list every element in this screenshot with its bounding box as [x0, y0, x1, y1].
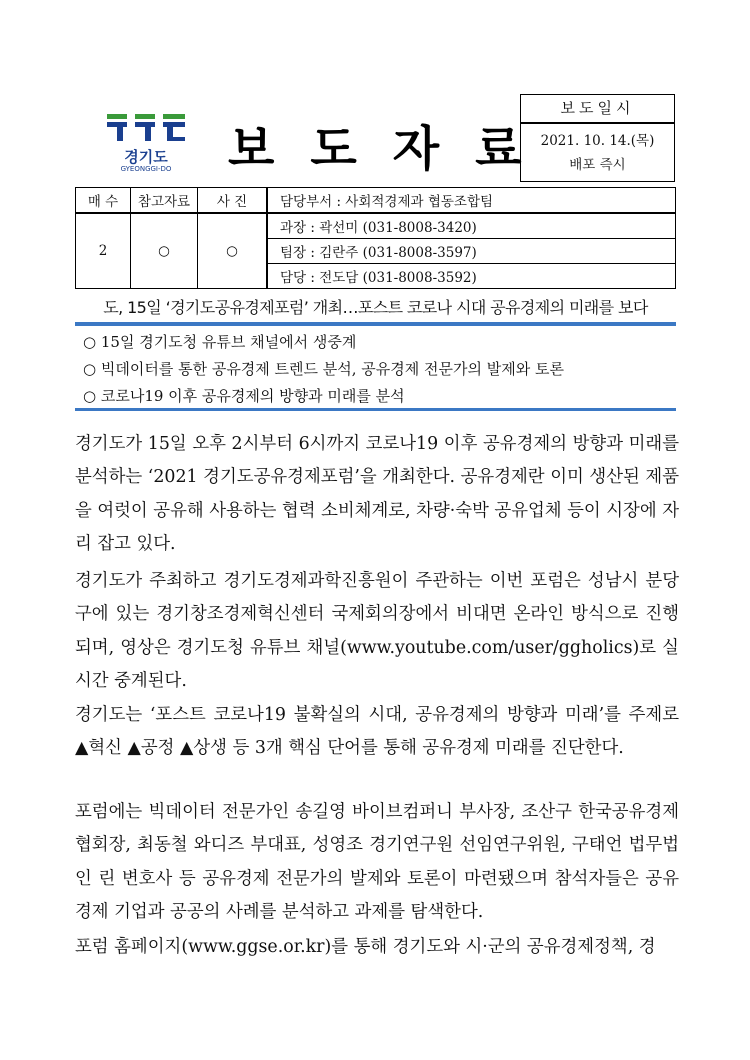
header-photos: 사 진 [198, 188, 268, 214]
release-date: 2021. 10. 14.(목) [540, 133, 655, 149]
header-attachments: 참고자료 [131, 188, 198, 214]
divider-bottom [75, 408, 676, 411]
contact-person: 담당 : 전도담 (031-8008-3592) [267, 264, 676, 289]
body-paragraph: 경기도는 ‘포스트 코로나19 불확실의 시대, 공유경제의 방향과 미래’를 주제로 ▲혁신 ▲공정 ▲상생 등 3개 핵심 단어를 통해 공유경제 미래를 진단한다. [75, 705, 679, 759]
divider-top [75, 322, 676, 326]
value-pages: 2 [76, 213, 131, 289]
summary-bullet: ○ 빅데이터를 통한 공유경제 트렌드 분석, 공유경제 전문가의 발제와 토론 [83, 360, 564, 378]
body-paragraph: 포럼 홈페이지(www.ggse.or.kr)를 통해 경기도와 시·군의 공유경제정책, 경 [75, 937, 656, 957]
summary-bullet: ○ 15일 경기도청 유튜브 채널에서 생중계 [83, 333, 357, 351]
logo-name-korean: 경기도 [124, 148, 168, 166]
summary-bullet: ○ 코로나19 이후 공유경제의 방향과 미래를 분석 [83, 387, 405, 405]
body-paragraph: 경기도가 주최하고 경기도경제과학진흥원이 주관하는 이번 포럼은 성남시 분당구에 있는 경기창조경제혁신센터 국제회의장에서 비대면 온라인 방식으로 진행되며, 영상은 경기도청 유튜브 채널(www.youtube.com/user/ggholics)로 실시간 중계된다. [75, 571, 679, 692]
contact-person: 팀장 : 김란주 (031-8008-3597) [267, 239, 676, 264]
body-paragraph: 포럼에는 빅데이터 전문가인 송길영 바이브컴퍼니 부사장, 조산구 한국공유경제협회장, 최동철 와디즈 부대표, 성영조 경기연구원 선임연구위원, 구태언 법무법인 린 변호사 등 공유경제 전문가의 발제와 토론이 마련됐으며 참석자들은 공유경제 기업과 공공의 사례를 분석하고 과제를 탐색한다. [75, 802, 679, 923]
logo-name-english: GYEONGGI-DO [120, 165, 172, 173]
release-note: 배포 즉시 [569, 157, 626, 173]
headline: 도, 15일 ‘경기도공유경제포럼’ 개최…포스트 코로나 시대 공유경제의 미래를 보다 [103, 298, 648, 317]
value-attachments: ○ [131, 213, 198, 289]
release-heading: 보도일시 [521, 95, 674, 124]
page-title: 보도자료 [228, 121, 558, 177]
contact-person: 과장 : 곽선미 (031-8008-3420) [267, 213, 676, 239]
value-photos: ○ [198, 213, 268, 289]
release-info-box [520, 94, 675, 182]
header-pages: 매 수 [76, 188, 131, 214]
body-paragraph: 경기도가 15일 오후 2시부터 6시까지 코로나19 이후 공유경제의 방향과 미래를 분석하는 ‘2021 경기도공유경제포럼’을 개최한다. 공유경제란 이미 생산된 제품을 여럿이 공유해 사용하는 협력 소비체계로, 차량·숙박 공유업체 등이 시장에 자리 잡고 있다. [75, 434, 679, 555]
contact-table [75, 187, 676, 289]
department: 담당부서 : 사회적경제과 협동조합팀 [267, 188, 676, 214]
